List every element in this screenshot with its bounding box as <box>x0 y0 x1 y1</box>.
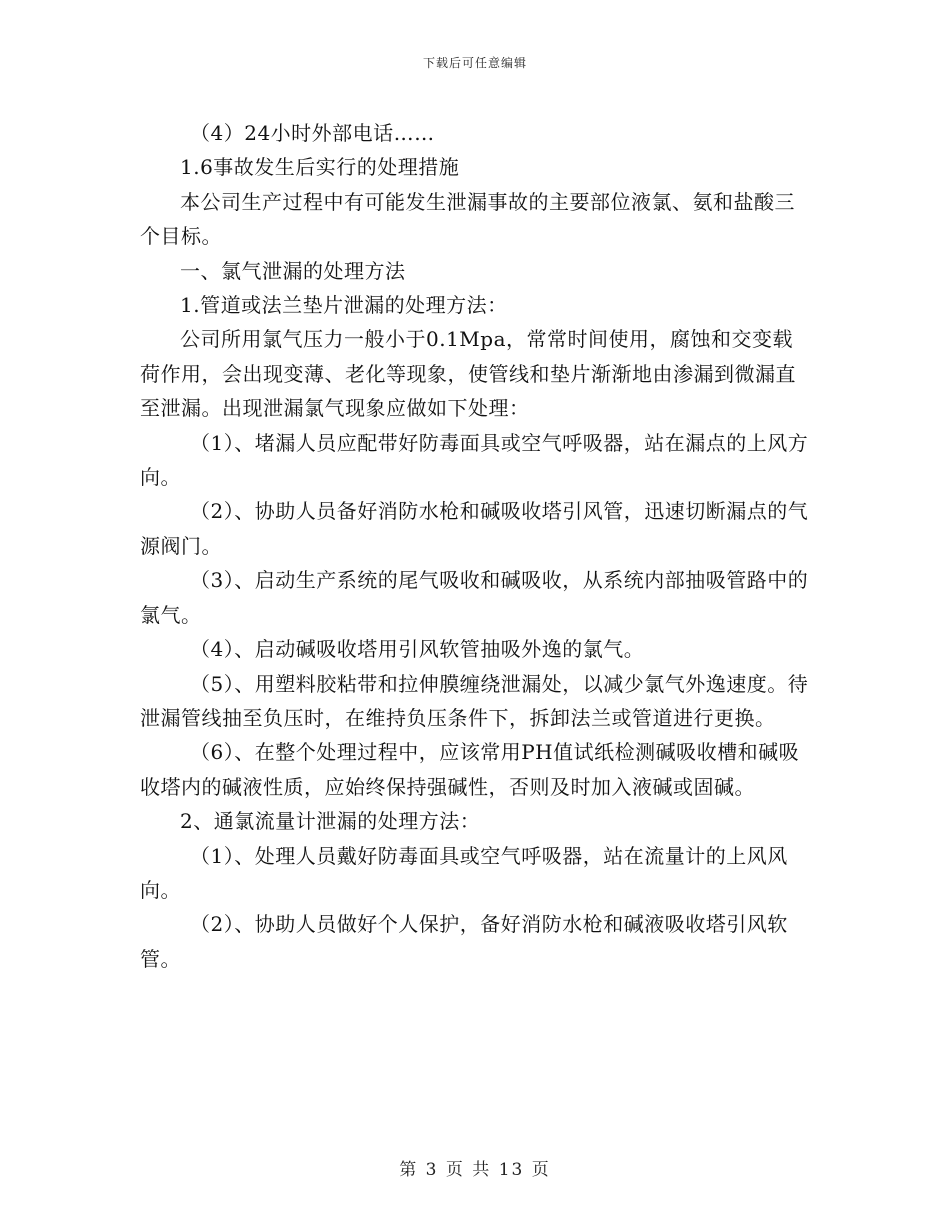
step-1-plugging-personnel: （1）、堵漏人员应配带好防毒面具或空气呼吸器，站在漏点的上风方向。 <box>140 430 809 490</box>
step-2-assist-personnel: （2）、协助人员备好消防水枪和碱吸收塔引风管，迅速切断漏点的气源阀门。 <box>140 499 809 558</box>
paragraph-pressure-description: 公司所用氯气压力一般小于0.1Mpa，常常时间使用，腐蚀和交变载荷作用，会出现变薄、老化等现象，使管线和垫片渐渐地由渗漏到微漏直至泄漏。出现泄漏氯气现象应做如下处理： <box>140 327 796 421</box>
section-heading-chlorine-leak: 一、氯气泄漏的处理方法 <box>180 258 406 283</box>
page-number-footer: 第 3 页 共 13 页 <box>399 1160 551 1180</box>
step-5-wrap-leak: （5）、用塑料胶粘带和拉伸膜缠绕泄漏处，以减少氯气外逸速度。待泄漏管线抽至负压时，在维持负压条件下，拆卸法兰或管道进行更换。 <box>140 671 809 730</box>
paragraph-external-phone: （4）24小时外部电话…… <box>190 121 435 145</box>
document-body <box>140 116 812 976</box>
flowmeter-step-2: （2）、协助人员做好个人保护，备好消防水枪和碱液吸收塔引风软管。 <box>140 912 788 971</box>
paragraph-leak-locations: 本公司生产过程中有可能发生泄漏事故的主要部位液氯、氨和盐酸三个目标。 <box>140 189 795 249</box>
step-4-alkali-tower: （4）、启动碱吸收塔用引风软管抽吸外逸的氯气。 <box>190 637 645 662</box>
step-3-tail-gas-absorption: （3）、启动生产系统的尾气吸收和碱吸收，从系统内部抽吸管路中的氯气。 <box>140 568 809 627</box>
subheading-pipe-flange-leak: 1.管道或法兰垫片泄漏的处理方法： <box>180 293 508 318</box>
section-heading-1-6: 1.6事故发生后实行的处理措施 <box>180 155 460 180</box>
subheading-flowmeter-leak: 2、通氯流量计泄漏的处理方法： <box>180 809 481 834</box>
page-header: 下载后可任意编辑 <box>422 56 527 70</box>
step-6-ph-check: （6）、在整个处理过程中，应该常用PH值试纸检测碱吸收槽和碱吸收塔内的碱液性质，应始终保持强碱性，否则及时加入液碱或固碱。 <box>140 740 800 799</box>
flowmeter-step-1: （1）、处理人员戴好防毒面具或空气呼吸器，站在流量计的上风风向。 <box>140 843 788 902</box>
